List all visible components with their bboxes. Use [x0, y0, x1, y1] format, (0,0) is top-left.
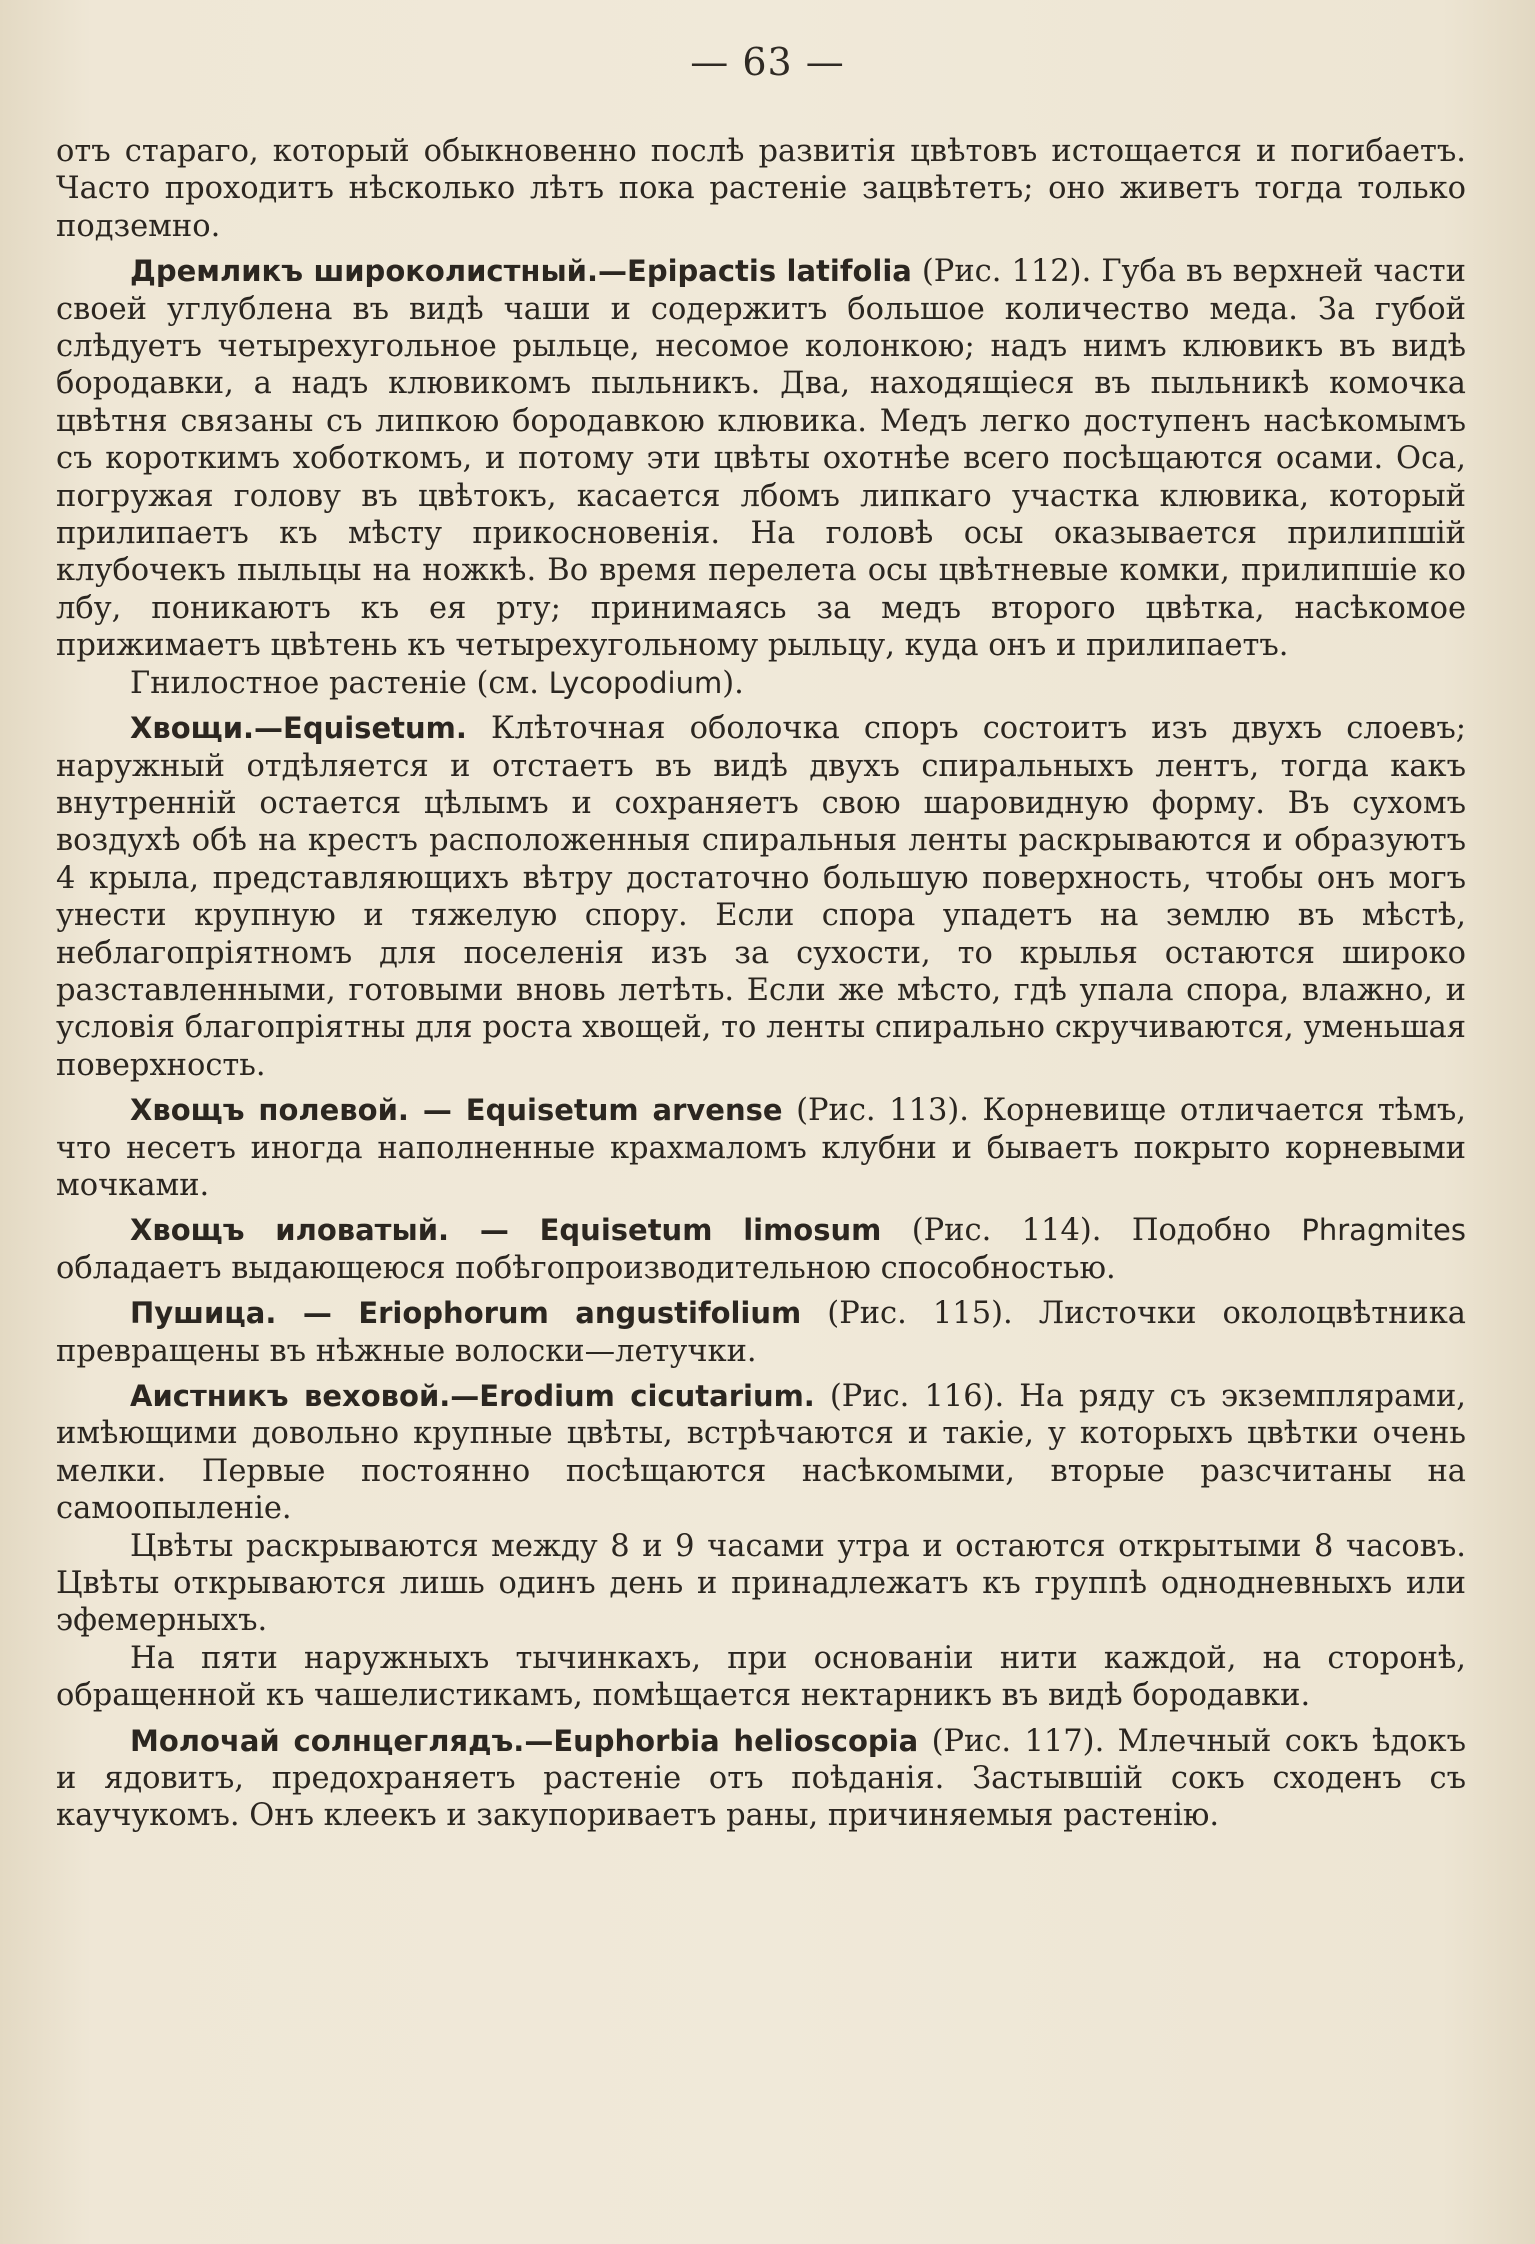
entry-text: (Рис. 113). Корневище отличается тѣмъ, что несетъ иногда наполненные крахмаломъ клубни и бываетъ покрыто корневыми мочками. [56, 1093, 1466, 1203]
paragraph-text: На пяти наружныхъ тычинкахъ, при основаніи нити каждой, на сторонѣ, обращенной къ чашелистикамъ, помѣщается нектарникъ въ видѣ бородавки. [56, 1640, 1466, 1714]
cross-reference [56, 665, 1466, 702]
page-number: — 63 — [690, 40, 845, 84]
latin-name: Phragmites [1301, 1213, 1466, 1248]
entry-text: (Рис. 112). Губа въ верхней части своей углублена въ видѣ чаши и содержитъ большое количество меда. За губой слѣдуетъ четырехугольное рыльце, несомое колонкою; надъ нимъ клювикъ въ видѣ бородавки, а надъ клювикомъ пыльникъ. Два, находящіеся въ пыльникѣ комочка цвѣтня связаны съ липкою бородавкою клювика. Медъ легко доступенъ насѣкомымъ съ короткимъ хоботкомъ, и потому эти цвѣты охотнѣе всего посѣщаются осами. Оса, погружая голову въ цвѣтокъ, касается лбомъ липкаго участка клювика, который прилипаетъ къ мѣсту прикосновенія. На головѣ осы оказывается прилипшій клубочекъ пыльцы на ножкѣ. Во время перелета осы цвѣтневые комки, прилипшіе ко лбу, поникаютъ къ ея рту; принимаясь за медъ второго цвѣтка, насѣкомое прижимаетъ цвѣтень къ четырехугольному рыльцу, куда онъ и прилипаетъ. [56, 254, 1466, 664]
headword-russian: Пушица. [130, 1296, 277, 1331]
paragraph-text: отъ стараго, который обыкновенно послѣ развитія цвѣтовъ истощается и погибаетъ. Часто проходитъ нѣсколько лѣтъ пока растеніе зацвѣтетъ; оно живетъ тогда только подземно. [56, 134, 1466, 244]
headword-latin: — Equisetum arvense [408, 1093, 783, 1128]
entry-text: (Рис. 117). Млечный сокъ ѣдокъ и ядовитъ, предохраняетъ растеніе отъ поѣданія. Застывшій сокъ сходенъ съ каучукомъ. Онъ клеекъ и закупориваетъ раны, причиняемыя растенію. [56, 1723, 1467, 1834]
paragraph-erodium-nectary [56, 1640, 1466, 1715]
reference-text-end: ). [722, 665, 744, 701]
reference-text: Гнилостное растеніе (см. [130, 665, 549, 701]
entry-epipactis [56, 253, 1466, 664]
entry-equisetum-limosum [56, 1212, 1466, 1287]
entry-text: (Рис. 116). На ряду съ экземплярами, имѣющими довольно крупные цвѣты, встрѣчаются и такіе, у которыхъ цвѣтки очень мелки. Первые постоянно посѣщаются насѣкомыми, вторые разсчитаны на самоопыленіе. [56, 1379, 1467, 1527]
entry-text: (Рис. 115). Листочки околоцвѣтника превращены въ нѣжные волоски—летучки. [56, 1296, 1466, 1369]
entry-eriophorum [56, 1295, 1466, 1370]
text-body [56, 133, 1466, 1835]
headword-russian: Молочай солнцеглядъ. [130, 1723, 525, 1758]
paragraph-continuation [56, 133, 1466, 245]
headword-russian: Хвощъ полевой. [130, 1093, 409, 1128]
entry-text: (Рис. 114). Подобно [881, 1213, 1302, 1249]
paragraph-text: Цвѣты раскрываются между 8 и 9 часами утра и остаются открытыми 8 часовъ. Цвѣты открываются лишь одинъ день и принадлежатъ къ группѣ однодневныхъ или эфемерныхъ. [56, 1528, 1466, 1639]
entry-text-end: обладаетъ выдающеюся побѣгопроизводительною способностью. [56, 1250, 1116, 1286]
headword-latin: —Equisetum. [254, 711, 467, 746]
headword-latin: —Erodium cicutarium. [450, 1379, 815, 1413]
headword-russian: Дремликъ широколистный. [130, 254, 599, 289]
headword-russian: Хвощъ иловатый. [130, 1213, 450, 1248]
headword-russian: Хвощи. [130, 711, 255, 746]
headword-russian: Аистникъ веховой. [130, 1379, 451, 1413]
entry-erodium [56, 1378, 1466, 1528]
entry-equisetum [56, 710, 1466, 1084]
entry-euphorbia [56, 1723, 1466, 1835]
entry-text: Клѣточная оболочка споръ состоитъ изъ двухъ слоевъ; наружный отдѣляется и отстаетъ въ видѣ двухъ спиральныхъ лентъ, тогда какъ внутренній остается цѣлымъ и сохраняетъ свою шаровидную форму. Въ сухомъ воздухѣ обѣ на крестъ расположенныя спиральныя ленты раскрываются и образуютъ 4 крыла, представляющихъ вѣтру достаточно большую поверхность, чтобы онъ могъ унести крупную и тяжелую спору. Если спора упадетъ на землю въ мѣстѣ, неблагопріятномъ для поселенія изъ за сухости, то крылья остаются широко разставленными, готовыми вновь летѣть. Если же мѣсто, гдѣ упала спора, влажно, и условія благопріятны для роста хвощей, то ленты спирально скручиваются, уменьшая поверхность. [56, 711, 1466, 1083]
latin-name: Lycopodium [548, 665, 723, 700]
headword-latin: — Equisetum limosum [449, 1213, 882, 1248]
headword-latin: —Euphorbia helioscopia [524, 1723, 919, 1758]
headword-latin: —Epipactis latifolia [598, 254, 912, 289]
headword-latin: — Eriophorum angustifolium [276, 1296, 802, 1331]
paragraph-erodium-flowering [56, 1528, 1466, 1640]
entry-equisetum-arvense [56, 1092, 1466, 1204]
